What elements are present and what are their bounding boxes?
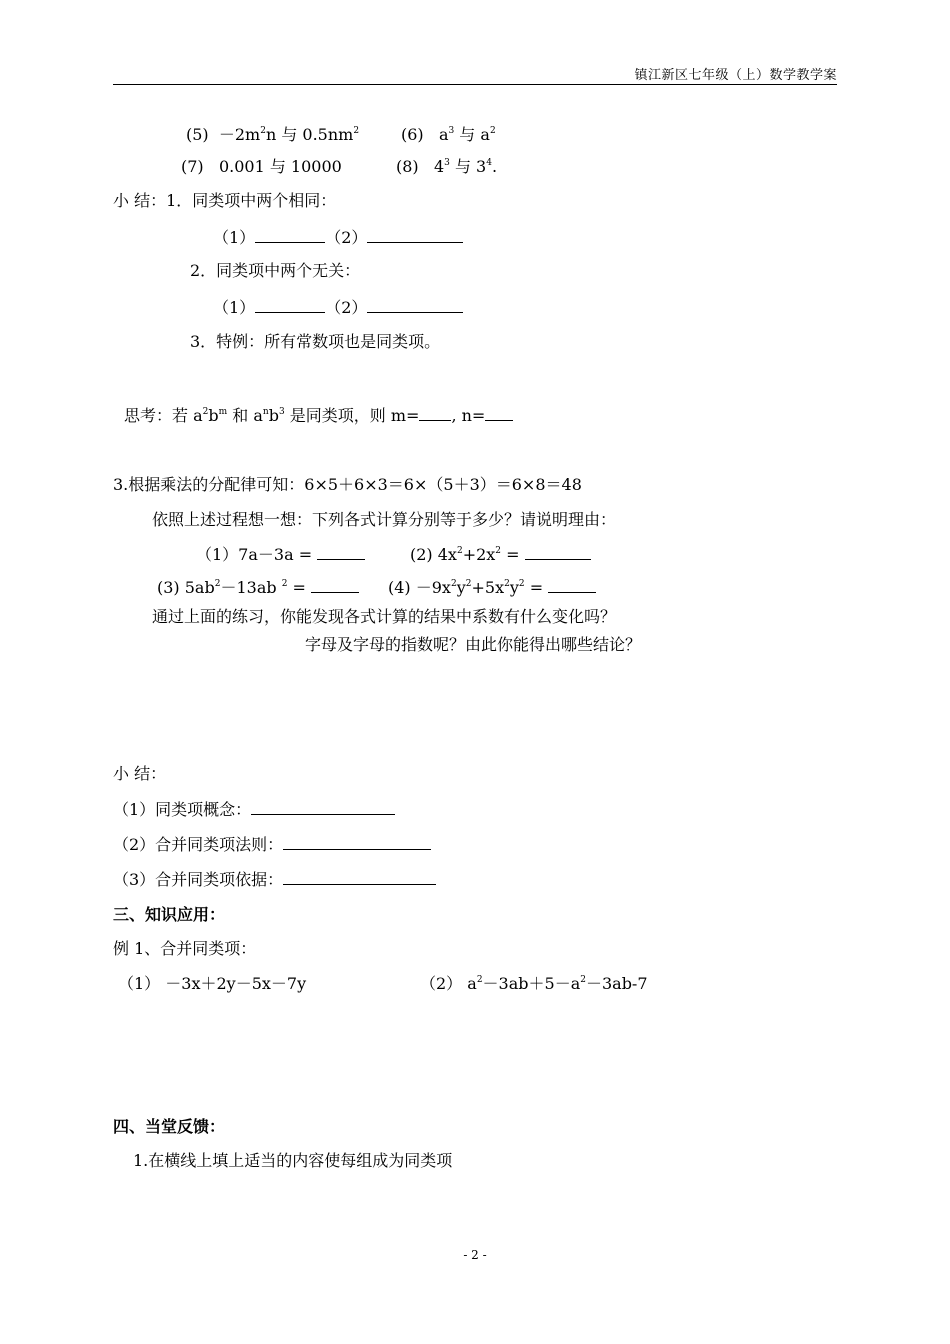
answer-blank[interactable] (251, 798, 395, 815)
example-1-part-1: （1） －3x＋2y－5x－7y (118, 974, 307, 993)
example-1: 例 1、合并同类项： (113, 939, 257, 958)
answer-blank-m[interactable] (419, 404, 451, 421)
header-title: 镇江新区七年级（上）数学教学案 (634, 68, 837, 83)
answer-blank[interactable] (255, 296, 325, 313)
answer-blank[interactable] (283, 833, 431, 850)
summary1-item2: 2．同类项中两个无关： (190, 261, 361, 280)
pair-8: (8) $4^3$ 与 $3^4$. (396, 157, 498, 176)
question-4: $(4) -9x^2y^2+5x^2y^2$ = (388, 576, 596, 598)
answer-blank-n[interactable] (485, 404, 513, 421)
summary1-item3: 3．特例：所有常数项也是同类项。 (190, 332, 441, 351)
section-feedback-title: 四、当堂反馈： (113, 1117, 226, 1136)
pair-5: $(5) -2m^2n$ 与 $0.5nm^2$ (186, 125, 360, 144)
example-1-part-2: （2） $a^2-3ab+5-a^2-3ab-7$ (420, 974, 648, 993)
summary1-blanks-1: （1） （2） (213, 226, 463, 248)
summary1-title: 小 结：1．同类项中两个相同： (113, 191, 337, 210)
page-header (113, 64, 837, 85)
summary2-item1: （1）同类项概念： (113, 798, 395, 820)
section-application-title: 三、知识应用： (113, 905, 226, 924)
summary2-item2: （2）合并同类项法则： (113, 833, 431, 855)
answer-blank[interactable] (255, 226, 325, 243)
section3-line4: 字母及字母的指数呢？由此你能得出哪些结论？ (305, 635, 642, 654)
think-question: 思考：若 $a^2b^m$ 和 $a^nb^3$ 是同类项，则 m= , n= (124, 404, 513, 426)
question-1: （1）7a－3a = (196, 543, 365, 565)
answer-blank[interactable] (317, 543, 365, 560)
question-2: (2) $4x^2+2x^2$ = (410, 543, 591, 565)
answer-blank[interactable] (367, 226, 463, 243)
pair-7: (7) 0.001 与 10000 (181, 157, 342, 176)
answer-blank[interactable] (311, 576, 359, 593)
summary2-item3: （3）合并同类项依据： (113, 868, 436, 890)
question-3: (3) $5ab^2-13ab$ $^2$ = (157, 576, 359, 598)
answer-blank[interactable] (367, 296, 463, 313)
answer-blank[interactable] (548, 576, 596, 593)
section3-line3: 通过上面的练习，你能发现各式计算的结果中系数有什么变化吗？ (152, 607, 617, 626)
summary1-blanks-2: （1） （2） (213, 296, 463, 318)
answer-blank[interactable] (525, 543, 591, 560)
feedback-item-1: 1.在横线上填上适当的内容使每组成为同类项 (133, 1151, 453, 1170)
page-number: - 2 - (463, 1248, 487, 1262)
summary2-title: 小 结： (113, 764, 167, 783)
section3-line2: 依照上述过程想一想：下列各式计算分别等于多少？请说明理由： (152, 510, 617, 529)
section3-line1: 3.根据乘法的分配律可知：6×5＋6×3＝6×（5＋3）＝6×8＝48 (113, 475, 582, 494)
pair-6: (6) $a^3$ 与 $a^2$ (401, 125, 496, 144)
answer-blank[interactable] (283, 868, 436, 885)
